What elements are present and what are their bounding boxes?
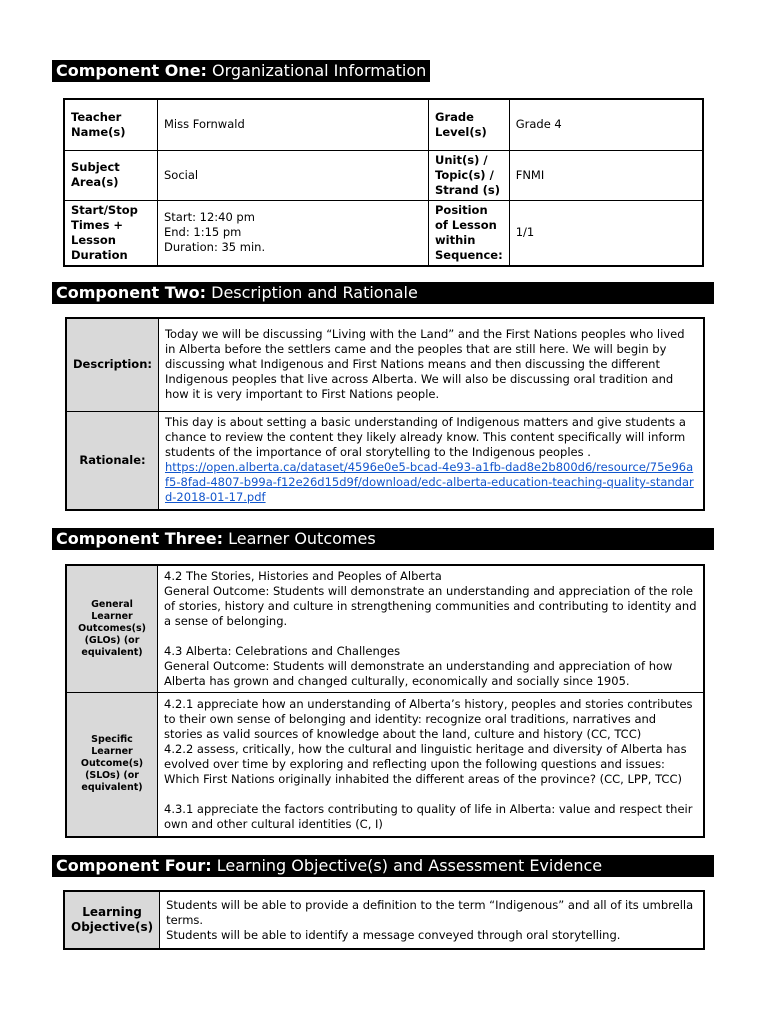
glo-2-text: General Outcome: Students will demonstrate an understanding and appreciation of how Alberta has grown and changed culturally, economically and socially since 1905.: [164, 658, 673, 688]
slo-1: 4.2.1 appreciate how an understanding of Alberta’s history, peoples and stories contributes to their own sense of belonging and identity: recognize oral traditions, narratives and stories as valid sources of knowledge about the land, culture and history (CC, TCC): [164, 696, 693, 741]
times-label: Start/Stop Times + Lesson Duration: [64, 200, 158, 266]
learning-objectives-table: [63, 890, 705, 950]
teacher-name-value: Miss Fornwald: [158, 99, 429, 150]
unit-topic-value: FNMI: [509, 150, 703, 200]
subject-area-label: Subject Area(s): [64, 150, 158, 200]
subject-area-value: Social: [158, 150, 429, 200]
duration: Duration: 35 min.: [164, 240, 266, 254]
objectives-cell: [160, 891, 704, 949]
grade-level-label: Grade Level(s): [429, 99, 510, 150]
times-value: [158, 200, 429, 266]
component-three-title-bold: Component Three:: [56, 529, 223, 548]
position-label: Position of Lesson within Sequence:: [429, 200, 510, 266]
glo-2-title: 4.3 Alberta: Celebrations and Challenges: [164, 643, 401, 658]
component-three-header: [52, 528, 714, 550]
objectives-label: Learning Objective(s): [64, 891, 160, 949]
component-two-title-bold: Component Two:: [56, 283, 207, 302]
component-two-title: Description and Rationale: [206, 283, 418, 302]
description-text: Today we will be discussing “Living with the Land” and the First Nations peoples who lived in Alberta before the settlers came and the peoples that are still here. We will begin by discussing what Indigenous and First Nations means and then discussing the different Indigenous peoples that live across Alberta. We will also be discussing oral tradition and how it is very important to First Nations people.: [158, 318, 704, 411]
component-one-header: [52, 60, 430, 82]
glo-cell: [158, 565, 705, 692]
grade-level-value: Grade 4: [509, 99, 703, 150]
component-four-header: [52, 855, 714, 877]
rationale-text: This day is about setting a basic understanding of Indigenous matters and give students a chance to review the content they likely already know. This content specifically will inform students of the importance of oral storytelling to the Indigenous peoples .: [164, 415, 686, 460]
slo-3: 4.3.1 appreciate the factors contributing to quality of life in Alberta: value and respect their own and other cultural identities (C, I): [164, 801, 693, 831]
component-one-title: Organizational Information: [206, 61, 427, 80]
end-time: End: 1:15 pm: [164, 225, 242, 239]
rationale-label: Rationale:: [66, 411, 158, 510]
teaching-quality-standard-link[interactable]: https://open.alberta.ca/dataset/4596e0e5-bcad-4e93-a1fb-dad8e2b800d6/resource/75e96af5-8fad-4807-b99a-f12e26d15d9f/download/edc-alberta-education-teaching-quality-standard-2018-01-17.pdf: [164, 460, 694, 505]
component-one-title-bold: Component One:: [56, 61, 207, 80]
component-two-header: [52, 282, 714, 304]
organizational-info-table: [63, 98, 704, 267]
slo-label: Specific Learner Outcome(s) (SLOs) (or equivalent): [66, 692, 158, 837]
description-rationale-table: [65, 317, 705, 511]
learner-outcomes-table: [65, 564, 705, 838]
description-label: Description:: [66, 318, 158, 411]
glo-1-text: General Outcome: Students will demonstrate an understanding and appreciation of the role of stories, history and culture in strengthening communities and contributing to identity and a sense of belonging.: [164, 583, 697, 628]
start-time: Start: 12:40 pm: [164, 210, 255, 224]
position-value: 1/1: [509, 200, 703, 266]
objective-1: Students will be able to provide a definition to the term “Indigenous” and all of its umbrella terms.: [166, 897, 694, 927]
glo-1-title: 4.2 The Stories, Histories and Peoples of Alberta: [164, 568, 442, 583]
glo-label: General Learner Outcomes(s) (GLOs) (or equivalent): [66, 565, 158, 692]
slo-cell: [158, 692, 705, 837]
component-three-title: Learner Outcomes: [223, 529, 376, 548]
objective-2: Students will be able to identify a message conveyed through oral storytelling.: [166, 927, 621, 942]
slo-2: 4.2.2 assess, critically, how the cultural and linguistic heritage and diversity of Alberta has evolved over time by exploring and reflecting upon the following questions and issues: Which First Nations originally inhabited the different areas of the province? (CC, LPP, TCC): [164, 741, 687, 786]
teacher-name-label: Teacher Name(s): [64, 99, 158, 150]
component-four-title: Learning Objective(s) and Assessment Evidence: [211, 856, 603, 875]
component-four-title-bold: Component Four:: [56, 856, 212, 875]
unit-topic-label: Unit(s) / Topic(s) / Strand (s): [429, 150, 510, 200]
rationale-cell: [158, 411, 704, 510]
